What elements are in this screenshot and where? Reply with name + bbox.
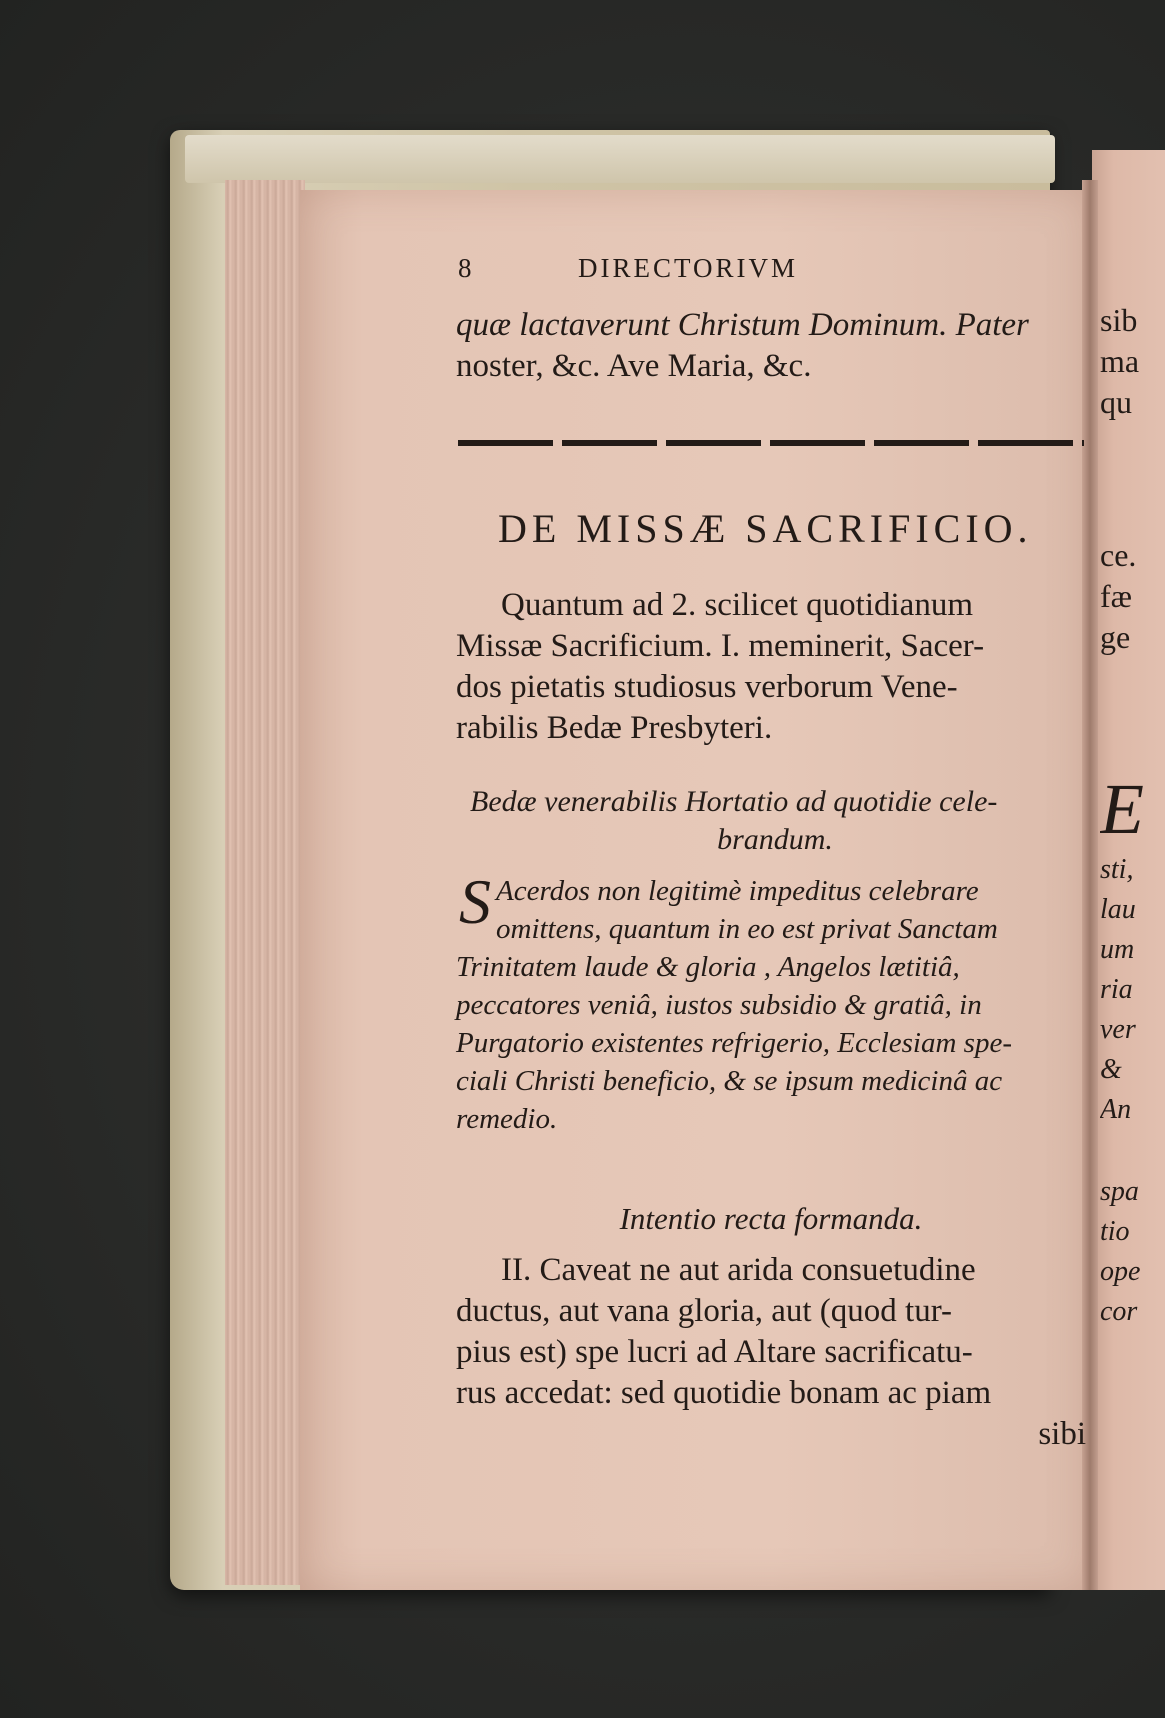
- section-title: DE MISSÆ SACRIFICIO.: [498, 506, 1033, 551]
- next-line: spa: [1100, 1176, 1139, 1207]
- bede-heading-line: Bedæ venerabilis Hortatio ad quotidie cele-: [470, 785, 998, 818]
- next-line: sib: [1100, 302, 1138, 338]
- bede-heading: [470, 783, 1080, 859]
- next-line: cor: [1100, 1296, 1138, 1327]
- opening-line: quæ lactaverunt Christum Dominum. Pater: [456, 307, 1029, 343]
- paragraph-1: [456, 585, 1086, 749]
- bede-heading-line: brandum.: [717, 823, 833, 856]
- paragraph-line: II. Caveat ne aut arida consuetudine: [501, 1252, 976, 1288]
- paragraph-line: ductus, aut vana gloria, aut (quod tur-: [456, 1293, 953, 1329]
- next-page-initial: E: [1100, 769, 1144, 849]
- opening-line: noster, &c. Ave Maria, &c.: [456, 348, 812, 384]
- next-line: lau: [1100, 894, 1136, 925]
- next-line: &: [1100, 1054, 1122, 1085]
- next-page-top-lines: [1100, 300, 1165, 423]
- paragraph-line: dos pietatis studiosus verborum Vene-: [456, 669, 958, 705]
- quote-line: Purgatorio existentes refrigerio, Ecclesiam spe-: [456, 1027, 1012, 1059]
- next-line: ver: [1100, 1014, 1136, 1045]
- next-line: An: [1100, 1094, 1132, 1125]
- next-line: ge: [1100, 619, 1131, 655]
- quote-line: Acerdos non legitimè impeditus celebrare: [496, 875, 979, 907]
- quote-line: ciali Christi beneficio, & se ipsum medicinâ ac: [456, 1065, 1003, 1097]
- paragraph-line: pius est) spe lucri ad Altare sacrificatu-: [456, 1334, 973, 1370]
- next-page-mid-lines: [1100, 535, 1165, 658]
- paragraph-2: [456, 1250, 1086, 1455]
- next-line: um: [1100, 934, 1135, 965]
- binding-top-edge: [185, 135, 1055, 183]
- next-line: qu: [1100, 384, 1132, 420]
- next-page-italic-lines: [1100, 850, 1165, 1130]
- page-number: 8: [458, 253, 475, 283]
- next-line: tio: [1100, 1216, 1130, 1247]
- next-line: ria: [1100, 974, 1133, 1005]
- quote-line: omittens, quantum in eo est privat Sanctam: [496, 913, 998, 945]
- paragraph-line: Quantum ad 2. scilicet quotidianum: [501, 587, 973, 623]
- opening-text: [456, 305, 1086, 387]
- quote-line: remedio.: [456, 1103, 558, 1135]
- running-head: [458, 253, 1078, 293]
- next-line: fæ: [1100, 578, 1132, 614]
- paragraph-line: Missæ Sacrificium. I. meminerit, Sacer-: [456, 628, 985, 664]
- next-line: sti,: [1100, 854, 1134, 885]
- quote-line: peccatores veniâ, iustos subsidio & gratiâ, in: [456, 989, 982, 1021]
- next-page-lower-lines: [1100, 1172, 1165, 1332]
- running-head-title: DIRECTORIVM: [578, 253, 799, 283]
- ornamental-rule: [458, 440, 1084, 446]
- page-edges: [225, 180, 305, 1585]
- next-line: ce.: [1100, 537, 1137, 573]
- bede-quote: [456, 866, 1086, 1138]
- intentio-heading: Intentio recta formanda.: [619, 1201, 923, 1236]
- quote-line: Trinitatem laude & gloria , Angelos lætitiâ,: [456, 951, 960, 983]
- catchword: sibi: [1038, 1416, 1086, 1452]
- drop-capital: S: [459, 866, 491, 937]
- paragraph-line: rus accedat: sed quotidie bonam ac piam: [456, 1375, 992, 1411]
- next-line: ma: [1100, 343, 1140, 379]
- next-line: ope: [1100, 1256, 1141, 1287]
- paragraph-line: rabilis Bedæ Presbyteri.: [456, 710, 773, 746]
